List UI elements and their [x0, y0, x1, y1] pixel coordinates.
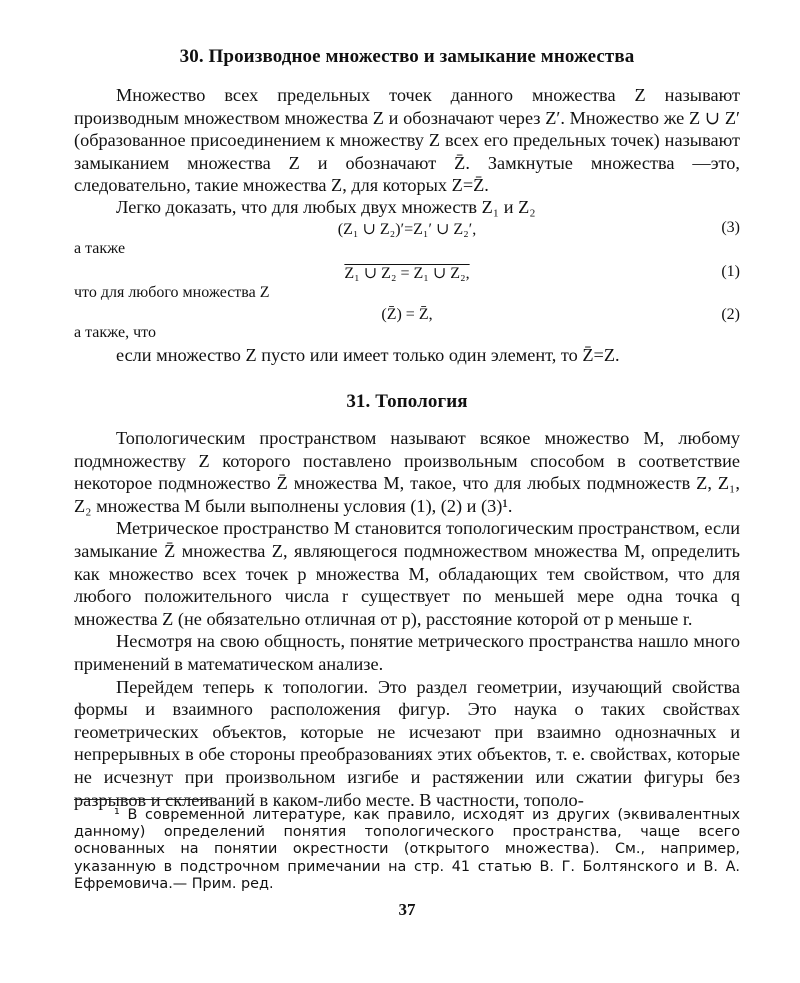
section-30-paragraph-1: Множество всех предельных точек данного множества Z называют производным множеством множества Z и обозначают через Z′. Множество же Z ∪ Z′ (образованное присоединением к множеству Z всех его предельных точек) называют замыканием множества Z и обозначают Z̄. Замкнутые множества —это, следовательно, такие множества Z, для которых Z=Z̄.: [74, 85, 740, 196]
footnote-divider: [74, 799, 212, 800]
equation-number-2: (2): [721, 306, 740, 323]
empty-set-line: если множество Z пусто или имеет только один элемент, то Z̄=Z.: [116, 345, 620, 365]
formula-3: (Z₁ ∪ Z₂)′=Z₁′ ∪ Z₂′,: [337, 221, 477, 238]
section-30-title: 30. Производное множество и замыкание множества: [179, 46, 635, 67]
formula-2: (Z̄) = Z̄,: [381, 306, 433, 323]
section-31-paragraph-4: Перейдем теперь к топологии. Это раздел геометрии, изучающий свойства формы и взаимного расположения фигур. Это наука о таких свойствах геометрических объектов, которые не исчезают при взаимно однозначных и непрерывных в обе стороны преобразованиях этих объектов, т. е. свойствах, которые не исчезнут при произвольном изгибе и растяжении или сжатии фигуры без разрывов и склеиваний в каком-либо месте. В частности, тополо-: [74, 676, 740, 810]
footnote-text: ¹ В современной литературе, как правило, исходят из других (эквивалентных данному) определений понятия топологического пространства, чаще всего основанных на понятии окрестности (открытого множества). См., например, указанную в подстрочном примечании на стр. 41 статью В. Г. Болтянского и В. А. Ефремовича.— Прим. ред.: [74, 807, 740, 892]
also-label-2: а также, что: [74, 324, 156, 341]
section-31-paragraph-1: Топологическим пространством называют всякое множество M, любому подмножеству Z которого поставлено произвольным способом в соответствие некоторое подмножество Z̄ множества M, такое, что для любых подмножеств Z, Z₁, Z₂ множества M были выполнены условия (1), (2) и (3)¹.: [74, 428, 740, 516]
section-31-body: [74, 427, 740, 811]
for-any-label: что для любого множества Z: [74, 284, 270, 301]
section-31-title: 31. Топология: [346, 391, 468, 412]
equation-number-3: (3): [721, 219, 740, 236]
footnote: [74, 807, 740, 893]
easy-to-prove-line: Легко доказать, что для любых двух множеств Z₁ и Z₂: [116, 197, 536, 217]
section-31-paragraph-3: Несмотря на свою общность, понятие метрического пространства нашло много применений в математическом анализе.: [74, 631, 740, 674]
equation-number-1: (1): [721, 263, 740, 280]
formula-1: Z₁ ∪ Z₂ = Z₁ ∪ Z₂,: [344, 265, 470, 282]
also-label-1: а также: [74, 240, 126, 257]
for-any-row: [74, 284, 740, 308]
also-row-1: [74, 240, 740, 264]
page-number: 37: [398, 900, 416, 919]
section-31-paragraph-2: Метрическое пространство M становится топологическим пространством, если замыкание Z̄ множества Z, являющегося подмножеством множества M, определить как множество всех точек p множества M, обладающих тем свойством, что для любого положительного числа r существует по меньшей мере одна точка q множества Z (не обязательно отличная от p), расстояние которой от p меньше r.: [74, 518, 740, 629]
